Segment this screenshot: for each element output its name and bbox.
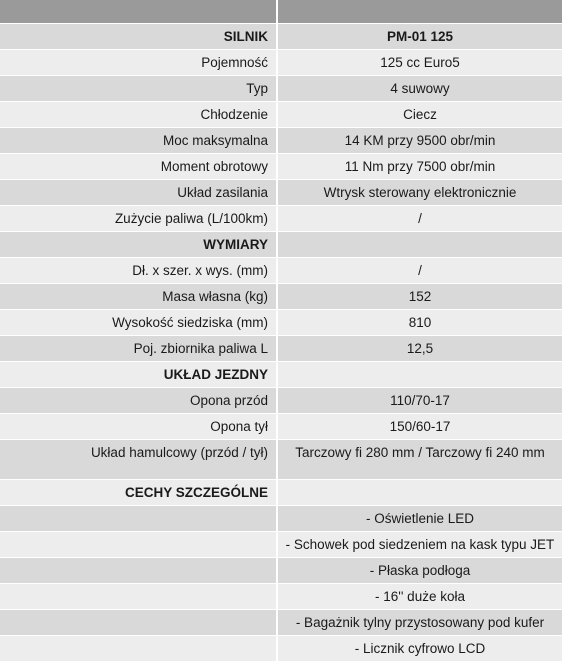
row-value: 110/70-17 <box>390 393 450 408</box>
row-value: Tarczowy fi 280 mm / Tarczowy fi 240 mm <box>295 445 545 460</box>
table-row <box>0 102 562 128</box>
table-row <box>0 506 562 532</box>
table-row <box>0 232 562 258</box>
table-row <box>0 310 562 336</box>
table-row <box>0 180 562 206</box>
table-row <box>0 24 562 50</box>
table-row <box>0 50 562 76</box>
table-row <box>0 584 562 610</box>
row-label: Moc maksymalna <box>0 128 278 153</box>
row-label <box>0 636 278 661</box>
table-row <box>0 440 562 480</box>
row-label: Pojemność <box>0 50 278 75</box>
table-row <box>0 154 562 180</box>
row-value: 4 suwowy <box>390 81 450 96</box>
row-label: Masa własna (kg) <box>0 284 278 309</box>
row-label: UKŁAD JEZDNY <box>0 362 278 387</box>
table-row <box>0 532 562 558</box>
row-value: 152 <box>408 289 432 304</box>
row-label: Opona tył <box>0 414 278 439</box>
row-value <box>278 0 562 23</box>
table-row <box>0 636 562 662</box>
row-value: PM-01 125 <box>386 29 454 44</box>
row-label <box>0 584 278 609</box>
row-label: Opona przód <box>0 388 278 413</box>
row-label <box>0 0 278 23</box>
table-row <box>0 128 562 154</box>
row-value: - Licznik cyfrowo LCD <box>354 641 486 656</box>
row-value: 125 cc Euro5 <box>380 55 460 70</box>
row-value: / <box>418 211 422 226</box>
table-row <box>0 76 562 102</box>
row-label <box>0 532 278 557</box>
row-value <box>278 362 562 387</box>
table-row <box>0 206 562 232</box>
row-label: Układ zasilania <box>0 180 278 205</box>
row-label: Typ <box>0 76 278 101</box>
row-label: WYMIARY <box>0 232 278 257</box>
table-row <box>0 0 562 24</box>
table-row <box>0 284 562 310</box>
row-value: 14 KM przy 9500 obr/min <box>344 133 496 148</box>
row-value <box>278 480 562 505</box>
row-value: Ciecz <box>403 107 437 122</box>
row-value: 810 <box>408 315 432 330</box>
row-value: - 16'' duże koła <box>375 589 465 604</box>
table-row <box>0 362 562 388</box>
row-value: Wtrysk sterowany elektronicznie <box>323 185 517 200</box>
row-value: 150/60-17 <box>389 419 451 434</box>
table-row <box>0 388 562 414</box>
row-value: - Bagażnik tylny przystosowany pod kufer <box>295 615 545 630</box>
row-value <box>278 232 562 257</box>
row-value: / <box>418 263 422 278</box>
row-label: Moment obrotowy <box>0 154 278 179</box>
row-value: 12,5 <box>406 341 434 356</box>
row-value: - Płaska podłoga <box>369 563 471 578</box>
table-row <box>0 414 562 440</box>
table-row <box>0 610 562 636</box>
row-value: - Schowek pod siedzeniem na kask typu JET <box>285 537 555 552</box>
row-label: SILNIK <box>0 24 278 49</box>
row-label <box>0 506 278 531</box>
row-label: Wysokość siedziska (mm) <box>0 310 278 335</box>
row-label <box>0 558 278 583</box>
row-label: Dł. x szer. x wys. (mm) <box>0 258 278 283</box>
row-label: Chłodzenie <box>0 102 278 127</box>
row-label: Układ hamulcowy (przód / tył) <box>0 440 278 479</box>
table-row <box>0 558 562 584</box>
row-label <box>0 610 278 635</box>
table-row <box>0 336 562 362</box>
row-label: Poj. zbiornika paliwa L <box>0 336 278 361</box>
row-label: CECHY SZCZEGÓLNE <box>0 480 278 505</box>
row-value: 11 Nm przy 7500 obr/min <box>344 159 496 174</box>
table-row <box>0 258 562 284</box>
row-label: Zużycie paliwa (L/100km) <box>0 206 278 231</box>
table-row <box>0 480 562 506</box>
row-value: - Oświetlenie LED <box>365 511 475 526</box>
